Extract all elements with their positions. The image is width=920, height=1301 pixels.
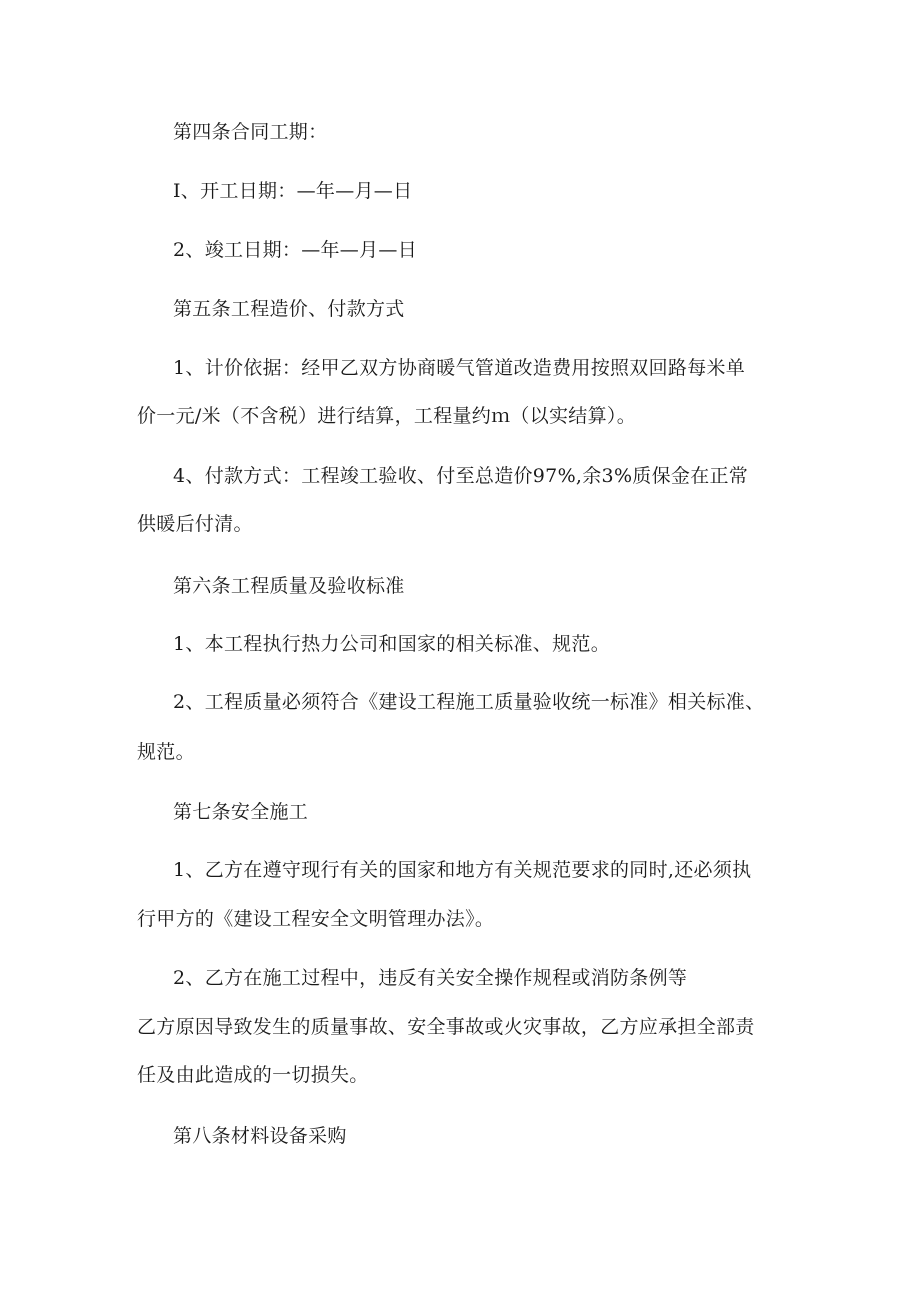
start-date-line: I、开工日期：—年—月—日 bbox=[173, 180, 413, 202]
payment-method-line-1: 4、付款方式：工程竣工验收、付至总造价97%,余3%质保金在正常 bbox=[173, 465, 749, 487]
completion-date-line: 2、竣工日期：—年—月—日 bbox=[173, 239, 417, 261]
article-5-heading: 第五条工程造价、付款方式 bbox=[173, 298, 405, 320]
article-8-heading: 第八条材料设备采购 bbox=[173, 1125, 347, 1147]
quality-requirement-line-2: 规范。 bbox=[137, 741, 195, 763]
safety-clause-1-line-1: 1、乙方在遵守现行有关的国家和地方有关规范要求的同时,还必须执 bbox=[173, 859, 752, 881]
payment-method-line-2: 供暖后付清。 bbox=[137, 513, 253, 535]
pricing-basis-line-1: 1、计价依据：经甲乙双方协商暖气管道改造费用按照双回路每米单 bbox=[173, 357, 746, 379]
safety-clause-2-line-3: 任及由此造成的一切损失。 bbox=[137, 1064, 369, 1086]
article-7-heading: 第七条安全施工 bbox=[173, 801, 309, 823]
safety-clause-1-line-2: 行甲方的《建设工程安全文明管理办法》。 bbox=[137, 908, 495, 930]
safety-clause-2-line-2: 乙方原因导致发生的质量事故、安全事故或火灾事故，乙方应承担全部责 bbox=[137, 1016, 755, 1038]
quality-standard-line: 1、本工程执行热力公司和国家的相关标准、规范。 bbox=[173, 633, 610, 655]
article-4-heading: 第四条合同工期： bbox=[173, 121, 328, 143]
quality-requirement-line-1: 2、工程质量必须符合《建设工程施工质量验收统一标准》相关标准、 bbox=[173, 691, 765, 713]
safety-clause-2-line-1: 2、乙方在施工过程中，违反有关安全操作规程或消防条例等 bbox=[173, 967, 688, 989]
article-6-heading: 第六条工程质量及验收标准 bbox=[173, 575, 405, 597]
pricing-basis-line-2: 价一元/米（不含税）进行结算，工程量约ｍ（以实结算）。 bbox=[137, 405, 637, 427]
